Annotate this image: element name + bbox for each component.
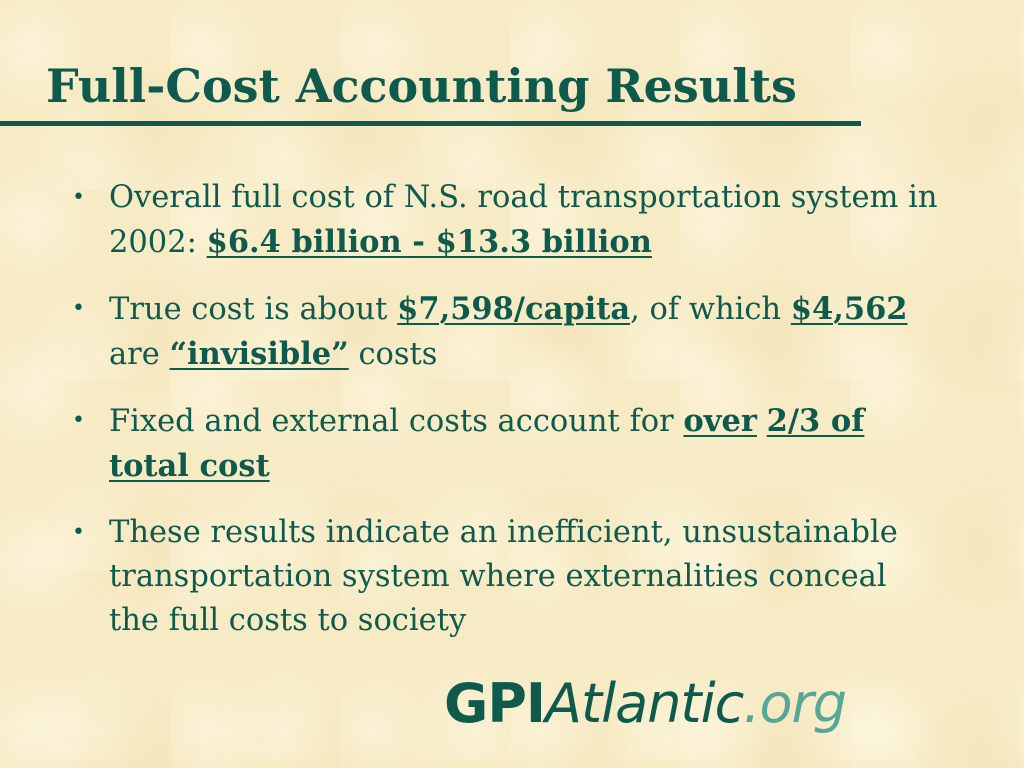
bullet-text: Overall full cost of N.S. road transportation system in 2002: — [109, 180, 938, 260]
bullet-item — [0, 399, 939, 489]
bullet-item — [0, 511, 939, 643]
bullet-marker: • — [72, 520, 85, 545]
logo-atlantic-text: Atlantic — [545, 672, 744, 735]
bullet-emphasis: “invisible” — [169, 336, 349, 372]
bullet-item — [0, 176, 939, 265]
bullet-marker: • — [72, 185, 85, 210]
bullet-item — [0, 287, 939, 377]
bullet-text — [757, 404, 767, 439]
gpiatlantic-logo — [444, 664, 846, 744]
bullet-text: These results indicate an inefficient, unsustainable transportation system where externalities conceal the full costs to society — [109, 515, 898, 638]
bullet-text: Fixed and external costs account for — [109, 404, 684, 439]
slide-title: Full-Cost Accounting Results — [46, 59, 797, 113]
bullet-list — [0, 176, 1024, 665]
bullet-emphasis: $6.4 billion - $13.3 billion — [206, 224, 652, 260]
bullet-text: costs — [348, 337, 438, 372]
bullet-emphasis: over — [683, 403, 757, 439]
bullet-text: True cost is about — [109, 292, 398, 327]
bullet-emphasis: $4,562 — [790, 291, 908, 327]
bullet-emphasis: $7,598/capita — [397, 291, 631, 327]
bullet-marker: • — [72, 296, 85, 321]
bullet-text: are — [109, 337, 170, 372]
bullet-marker: • — [72, 408, 85, 433]
logo-gpi-text: GPI — [444, 672, 545, 735]
logo-org-text: .org — [743, 672, 846, 735]
bullet-emphasis: 2/3 of total cost — [109, 403, 865, 484]
bullet-text: , of which — [630, 292, 791, 327]
title-underline-rule — [0, 121, 861, 126]
